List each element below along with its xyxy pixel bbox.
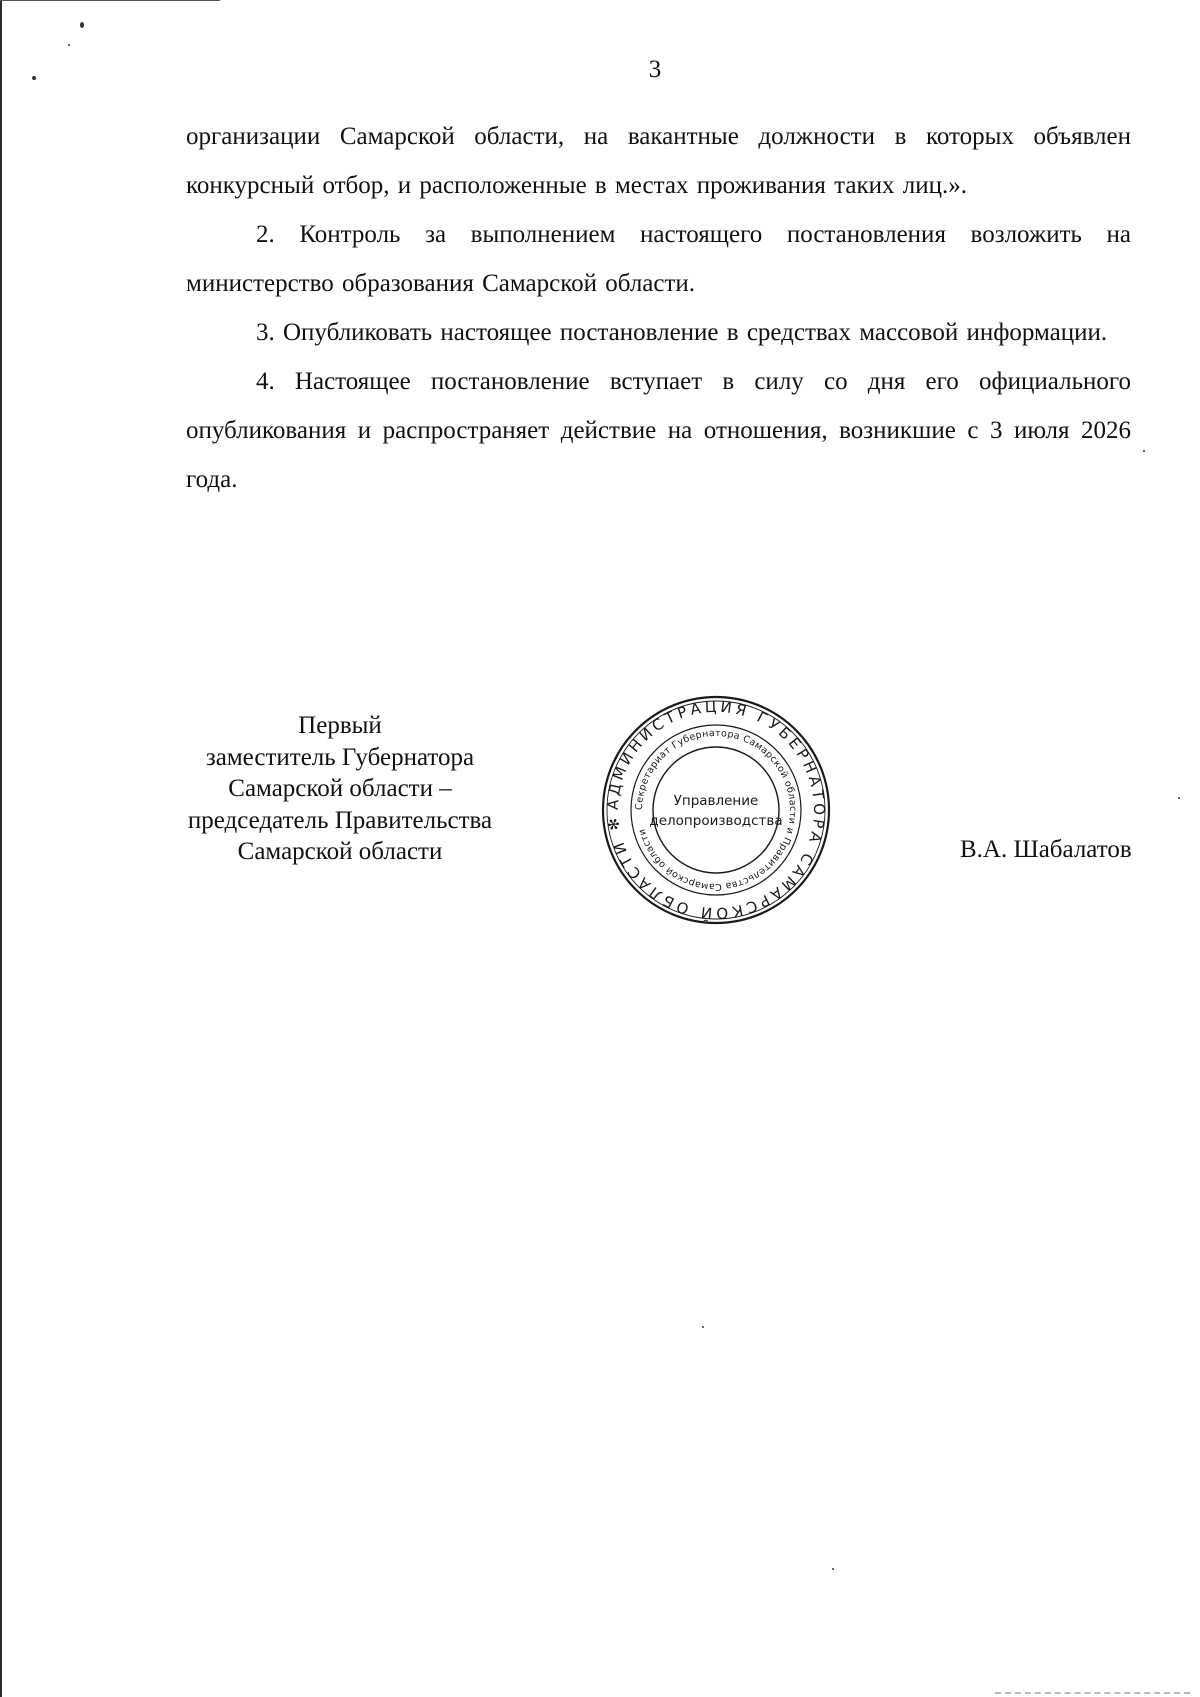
scan-edge-top xyxy=(0,0,220,1)
signatory-title-line: председатель Правительства xyxy=(187,806,493,834)
scan-speck xyxy=(1143,450,1145,452)
signatory-name: В.А. Шабалатов xyxy=(960,836,1132,863)
seal-outer-text: АДМИНИСТРАЦИЯ ГУБЕРНАТОРА САМАРСКОЙ ОБЛАСТИ ✻ xyxy=(603,697,829,923)
document-body xyxy=(186,112,1131,504)
scan-footer-marks xyxy=(995,1692,1190,1696)
seal-graphic xyxy=(601,695,831,925)
seal-center-line-1: Управление xyxy=(673,793,759,809)
paragraph-item-4: 4. Настоящее постановление вступает в силу со дня его официального опубликования и распространяет действие на отношения, возникшие с 3 июля 2026 года. xyxy=(186,368,1131,493)
signatory-title-line: Самарской области xyxy=(237,838,443,865)
official-seal xyxy=(601,695,831,925)
seal-center-line-2: делопроизводства xyxy=(649,813,783,829)
scan-speck xyxy=(832,1568,834,1570)
signatory-title-line: Самарской области – xyxy=(228,775,452,802)
paragraph-continuation: организации Самарской области, на вакантные должности в которых объявлен конкурсный отбор, и расположенные в местах проживания таких лиц.». xyxy=(186,123,1131,199)
scan-edge-left xyxy=(0,0,2,1697)
scan-speck xyxy=(80,22,84,28)
paragraph-item-2: 2. Контроль за выполнением настоящего постановления возложить на министерство образования Самарской области. xyxy=(186,221,1131,297)
scan-speck xyxy=(1178,797,1180,799)
seal-inner-text: Секретариат Губернатора Самарской области и Правительства Самарской области xyxy=(633,727,799,893)
paragraph-item-3: 3. Опубликовать настоящее постановление в средствах массовой информации. xyxy=(256,319,1108,346)
svg-text:Секретариат Губернатора Самарс xyxy=(634,728,798,892)
signatory-title xyxy=(160,710,520,868)
scan-speck xyxy=(702,1326,704,1328)
signatory-title-line: Первый xyxy=(298,712,382,739)
scan-speck xyxy=(68,44,70,46)
signatory-title-line: заместитель Губернатора xyxy=(205,743,475,771)
page-number: 3 xyxy=(648,56,662,83)
